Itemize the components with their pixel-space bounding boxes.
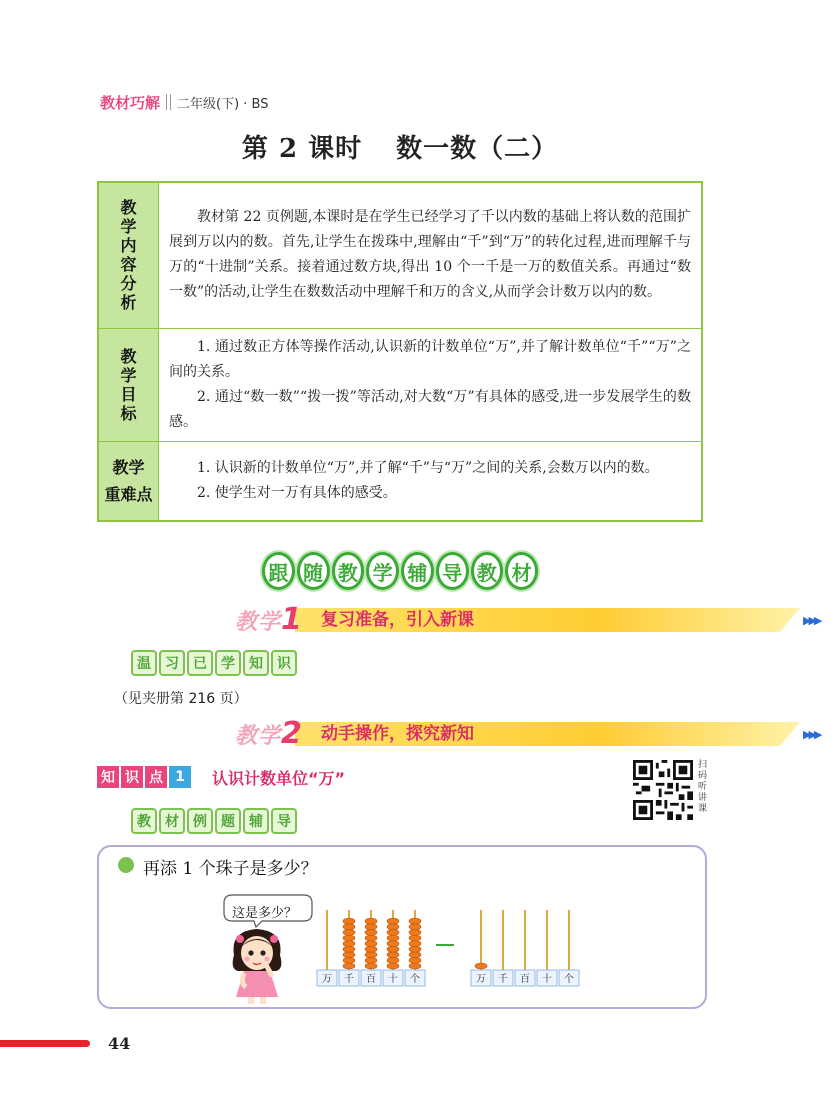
abacus-before-bead: [365, 946, 377, 952]
abacus-before-place-label: 万: [322, 974, 332, 985]
abacus-before-bead: [409, 963, 421, 969]
abacus-before-bead: [343, 918, 355, 924]
row-content: [159, 182, 703, 328]
review-knowledge-tag: 温 习 已 学 知 识: [131, 650, 297, 676]
abacus-before: [312, 908, 430, 988]
teaching-analysis-table: [97, 181, 703, 522]
abacus-before-place-label: 个: [410, 974, 420, 985]
speech-bubble-text: 这是多少？: [232, 906, 298, 921]
abacus-before-place-label: 百: [366, 974, 376, 985]
abacus-before-bead: [365, 918, 377, 924]
follow-guide-banner: 跟 随 教 学 辅 导 教 材: [262, 552, 538, 592]
abacus-before-bead: [343, 963, 355, 969]
abacus-before-bead: [387, 924, 399, 930]
abacus-before-bead: [365, 935, 377, 941]
abacus-before-bead: [365, 952, 377, 958]
abacus-before-bead: [365, 929, 377, 935]
lesson-number: 第 2 课时: [241, 134, 363, 164]
abacus-before-bead: [409, 957, 421, 963]
abacus-before-bead: [365, 957, 377, 963]
abacus-before-bead: [409, 935, 421, 941]
abacus-after-place-label: 百: [520, 974, 530, 985]
page-footer-bar: [0, 1040, 90, 1047]
abacus-before-bead: [365, 963, 377, 969]
abacus-before-bead: [409, 941, 421, 947]
abacus-after-place-label: 个: [564, 974, 574, 985]
abacus-before-bead: [343, 929, 355, 935]
paragraph: 2. 使学生对一万有具体的感受。: [197, 484, 397, 501]
abacus-after-place-label: 万: [476, 974, 486, 985]
header-divider: [166, 94, 171, 110]
qr-caption: 扫码听讲课: [698, 760, 708, 814]
row-content: [159, 441, 703, 521]
example-guide-tag: 教 材 例 题 辅 导: [131, 808, 297, 834]
abacus-before-bead: [365, 924, 377, 930]
table-row: [98, 182, 702, 328]
abacus-before-bead: [387, 957, 399, 963]
abacus-before-bead: [387, 929, 399, 935]
qr-code-icon[interactable]: [633, 760, 693, 820]
abacus-before-place-label: 十: [388, 974, 398, 985]
paragraph: 1. 通过数正方体等操作活动,认识新的计数单位“万”,并了解计数单位“千”“万”之间的关系。: [169, 338, 691, 380]
row-content: [159, 328, 703, 441]
abacus-before-bead: [343, 946, 355, 952]
abacus-before-bead: [387, 935, 399, 941]
section-1-heading: 教学1 复习准备，引入新课 ▶▶▶: [235, 602, 820, 637]
paragraph: 2. 通过“数一数”“拨一拨”等活动,对大数“万”有具体的感受,进一步发展学生的数感。: [169, 388, 691, 430]
example-question: 再添 1 个珠子是多少？: [143, 859, 318, 879]
page-number: 44: [108, 1034, 131, 1053]
arrow-icon: ▶▶▶: [803, 728, 820, 741]
abacus-before-bead: [343, 952, 355, 958]
abacus-after: [466, 908, 584, 988]
girl-illustration: [226, 925, 288, 1005]
paragraph: 教材第 22 页例题,本课时是在学生已经学习了千以内数的基础上将认数的范围扩展到万以内的数。首先,让学生在拨珠中,理解由“千”到“万”的转化过程,进而理解千与万的“十进制”关系。接着通过数方块,得出 10 个一千是一万的数值关系。再通过“数一数”的活动,让学生在数数活动中理解千和万的含义,从而学会计数万以内的数。: [169, 209, 691, 301]
section-2-heading: 教学2 动手操作，探究新知 ▶▶▶: [235, 716, 820, 751]
section-1-title: 复习准备，引入新课: [321, 610, 474, 630]
abacus-after-place-label: 十: [542, 974, 552, 985]
abacus-after-bead: [475, 963, 487, 969]
abacus-before-bead: [387, 946, 399, 952]
abacus-before-bead: [343, 935, 355, 941]
abacus-after-place-label: 千: [498, 974, 508, 985]
abacus-before-bead: [387, 941, 399, 947]
arrow-icon: ▶▶▶: [803, 614, 820, 627]
knowledge-point-tag: 知 识 点 1: [97, 766, 191, 788]
book-brand: 教材巧解: [100, 93, 161, 112]
abacus-before-bead: [409, 924, 421, 930]
abacus-before-bead: [409, 952, 421, 958]
abacus-before-bead: [343, 924, 355, 930]
table-row: [98, 441, 702, 521]
lesson-name: 数一数（二）: [396, 134, 559, 164]
knowledge-point-title: 认识计数单位“万”: [212, 769, 346, 788]
abacus-before-bead: [409, 946, 421, 952]
abacus-before-bead: [343, 957, 355, 963]
row-label-key-difficulties: 教学 重难点: [98, 441, 159, 521]
abacus-before-bead: [387, 952, 399, 958]
abacus-before-place-label: 千: [344, 974, 354, 985]
arrow-line: [436, 944, 454, 946]
abacus-before-bead: [387, 963, 399, 969]
abacus-before-bead: [409, 918, 421, 924]
see-booklet-note: （见夹册第 216 页）: [114, 691, 248, 707]
lesson-title: [0, 128, 800, 165]
abacus-before-bead: [365, 941, 377, 947]
grade-label: 二年级(下) · BS: [177, 96, 269, 112]
abacus-before-bead: [343, 941, 355, 947]
row-label-teaching-goals: 教学目标: [98, 328, 159, 441]
abacus-before-bead: [409, 929, 421, 935]
paragraph: 1. 认识新的计数单位“万”,并了解“千”与“万”之间的关系,会数万以内的数。: [197, 459, 659, 476]
section-2-title: 动手操作，探究新知: [321, 724, 474, 744]
table-row: [98, 328, 702, 441]
abacus-before-bead: [387, 918, 399, 924]
running-header: [100, 92, 269, 112]
row-label-content-analysis: 教学内容分析: [98, 182, 159, 328]
bullet-dot-icon: [118, 857, 134, 873]
